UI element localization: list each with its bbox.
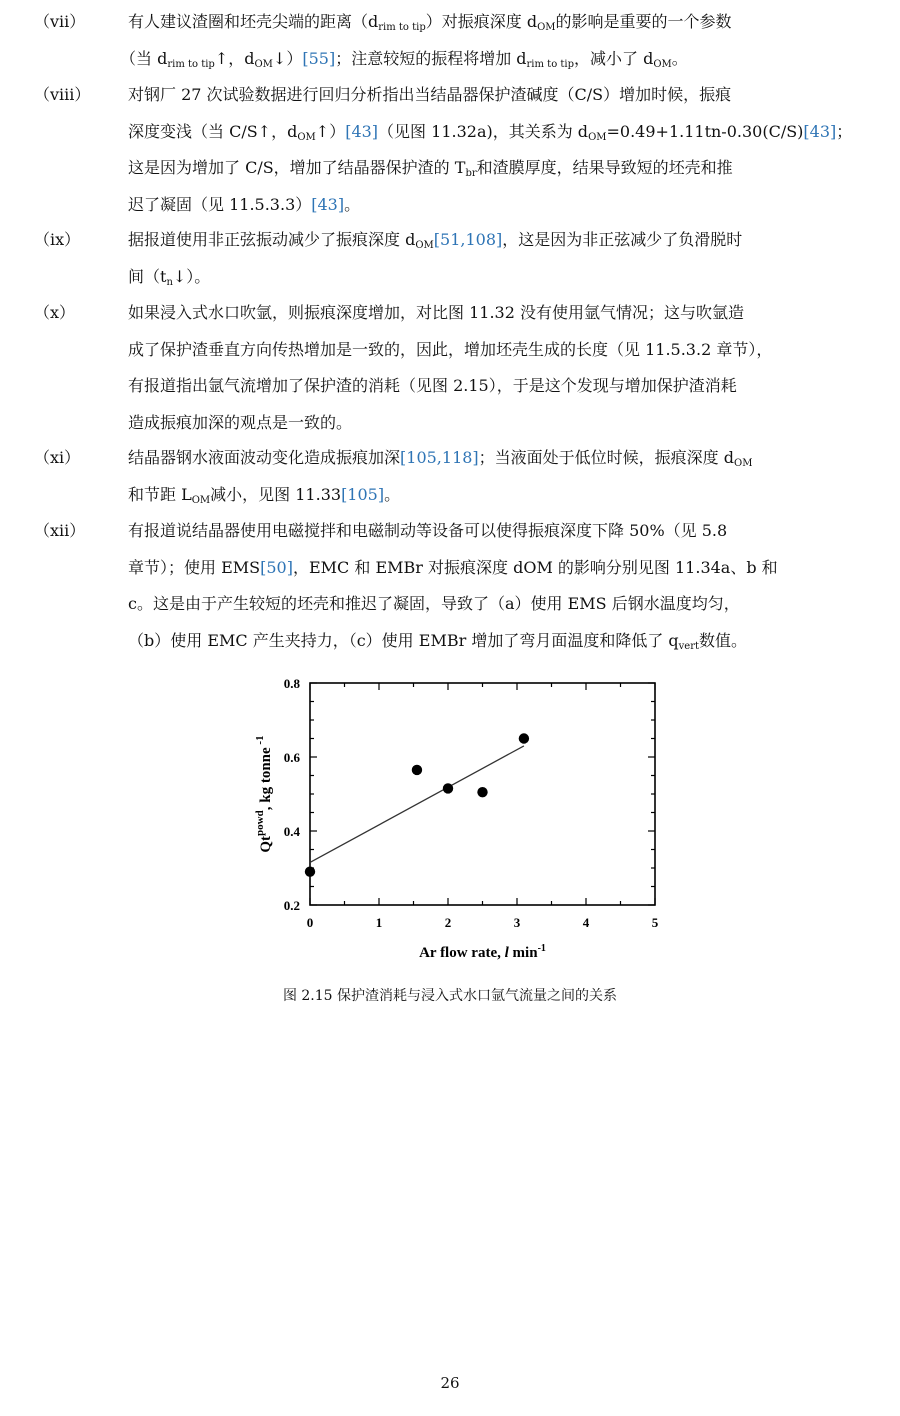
text-run: ）对振痕深度 d [425, 12, 538, 31]
text-run: ；注意较短的振程将增加 d [335, 48, 527, 68]
text-line [128, 623, 747, 660]
citation-link[interactable]: [105,118] [400, 448, 479, 467]
citation-link[interactable]: [43] [345, 121, 379, 141]
text-run: （b）使用 EMC 产生夹持力，（c）使用 EMBr 增加了弯月面温度和降低了 q [128, 630, 679, 650]
text-run: ↑，d [214, 48, 255, 68]
citation-link[interactable]: [55] [302, 48, 336, 68]
figure-caption: 图 2.15 保护渣消耗与浸入式水口氩气流量之间的关系 [282, 988, 618, 1004]
data-point [412, 765, 422, 775]
text-line [128, 586, 740, 623]
text-run: =0.49+1.11tn-0.30(C/S) [606, 121, 804, 141]
data-point [443, 783, 453, 793]
y-tick-label: 0.2 [283, 898, 300, 913]
data-point [519, 733, 529, 743]
x-tick-label: 4 [582, 915, 590, 930]
text-run: 和渣膜厚度，结果导致短的坯壳和推 [476, 158, 733, 177]
data-point [305, 867, 315, 877]
text-line [128, 150, 733, 187]
subscript: OM [653, 58, 672, 70]
text-line [128, 332, 772, 369]
subscript: vert [678, 640, 700, 652]
text-run: 对钢厂 27 次试验数据进行回归分析指出当结晶器保护渣碱度（C/S）增加时候，振痕 [128, 85, 732, 104]
subscript: rim to tip [526, 58, 575, 70]
text-run: 和节距 L [128, 484, 192, 504]
text-line [128, 114, 852, 151]
text-run: 间（t [128, 266, 167, 286]
citation-link[interactable]: [51,108] [433, 230, 503, 249]
item-number: （ix） [34, 230, 81, 249]
subscript: OM [415, 240, 434, 251]
text-line [128, 513, 727, 550]
text-run: ；当液面处于低位时候，振痕深度 d [478, 448, 735, 467]
text-run: 有报道说结晶器使用电磁搅拌和电磁制动等设备可以使得振痕深度下降 50%（见 5.8 [128, 521, 728, 540]
text-run: 如果浸入式水口吹氩，则振痕深度增加，对比图 11.32 没有使用氩气情况；这与吹氩造 [128, 303, 744, 322]
citation-link[interactable]: [50] [260, 557, 293, 577]
y-tick-label: 0.4 [283, 824, 300, 839]
subscript: rim to tip [167, 58, 215, 70]
x-tick-label: 0 [306, 915, 314, 930]
text-run: ，EMC 和 EMBr 对振痕深度 dOM 的影响分别见图 11.34a、b 和 [292, 557, 778, 577]
text-line [128, 440, 752, 477]
y-axis-label: $Qt^{powd}$, kg tonne $^{-1}$ [254, 735, 274, 853]
subscript: OM [191, 494, 211, 506]
text-line [128, 550, 778, 587]
text-run: 章节）；使用 EMS [128, 557, 261, 577]
text-run: ↓） [272, 48, 303, 68]
item-number: （xi） [34, 448, 81, 467]
text-run: （当 d [120, 48, 168, 68]
scatter-chart [250, 665, 670, 965]
text-run: ； [836, 121, 853, 141]
text-line [120, 41, 688, 78]
item-number: （vii） [34, 12, 86, 31]
text-line [128, 405, 352, 442]
text-run: 迟了凝固（见 11.5.3.3） [128, 194, 312, 214]
text-run: ，这是因为非正弦减少了负滑脱时 [502, 230, 743, 249]
text-run: 。 [384, 484, 401, 504]
text-run: 。 [671, 48, 688, 68]
figure-2-15 [250, 665, 670, 965]
text-line [128, 368, 737, 405]
x-tick-label: 2 [444, 915, 452, 930]
x-tick-label: 1 [375, 915, 383, 930]
text-run: ，减小了 d [574, 48, 654, 68]
text-line [128, 259, 210, 296]
text-run: ↓）。 [172, 266, 211, 286]
page-number: 26 [440, 1374, 460, 1392]
y-tick-label: 0.8 [283, 676, 300, 691]
subscript: OM [734, 458, 753, 469]
item-number: （x） [34, 303, 76, 322]
text-line [128, 222, 742, 259]
text-run: c。这是由于产生较短的坯壳和推迟了凝固，导致了（a）使用 EMS 后钢水温度均匀， [128, 594, 740, 613]
data-point [477, 787, 487, 797]
text-line [128, 77, 731, 114]
text-run: 深度变浅（当 C/S↑，d [128, 121, 298, 141]
item-number: （viii） [34, 85, 91, 104]
y-tick-label: 0.6 [283, 750, 300, 765]
x-tick-label: 5 [651, 915, 659, 930]
text-run: 减小，见图 11.33 [210, 484, 342, 504]
subscript: OM [588, 131, 607, 143]
x-axis-label: Ar flow rate, l $\min^{-1}$ [419, 943, 546, 961]
text-run: （见图 11.32a)，其关系为 d [378, 121, 589, 141]
subscript: OM [254, 58, 273, 70]
text-run: 有报道指出氩气流增加了保护渣的消耗（见图 2.15），于是这个发现与增加保护渣消耗 [128, 376, 737, 395]
text-run: 有人建议渣圈和坯壳尖端的距离（d [128, 12, 379, 31]
text-line [128, 4, 732, 41]
text-run: 的影响是重要的一个参数 [555, 12, 732, 31]
subscript: OM [537, 22, 556, 33]
citation-link[interactable]: [43] [803, 121, 837, 141]
subscript: n [166, 276, 173, 288]
text-run: 结晶器钢水液面波动变化造成振痕加深 [128, 448, 401, 467]
text-line [128, 295, 744, 332]
text-line [128, 477, 400, 514]
item-number: （xii） [34, 521, 86, 540]
fit-line [310, 746, 524, 863]
subscript: OM [297, 131, 316, 143]
text-run: 数值。 [699, 630, 748, 650]
citation-link[interactable]: [105] [341, 484, 385, 504]
text-line [128, 187, 360, 224]
text-run: 造成振痕加深的观点是一致的。 [128, 412, 353, 432]
subscript: rim to tip [378, 22, 426, 33]
subscript: br [465, 168, 477, 179]
text-run: 据报道使用非正弦振动减少了振痕深度 d [128, 230, 416, 249]
citation-link[interactable]: [43] [311, 194, 345, 214]
x-tick-label: 3 [513, 915, 521, 930]
text-run: 这是因为增加了 C/S，增加了结晶器保护渣的 T [128, 158, 466, 177]
text-run: 成了保护渣垂直方向传热增加是一致的，因此，增加坯壳生成的长度（见 11.5.3.2 章节）， [128, 339, 773, 359]
text-run: ↑） [315, 121, 346, 141]
text-run: 。 [344, 194, 361, 214]
